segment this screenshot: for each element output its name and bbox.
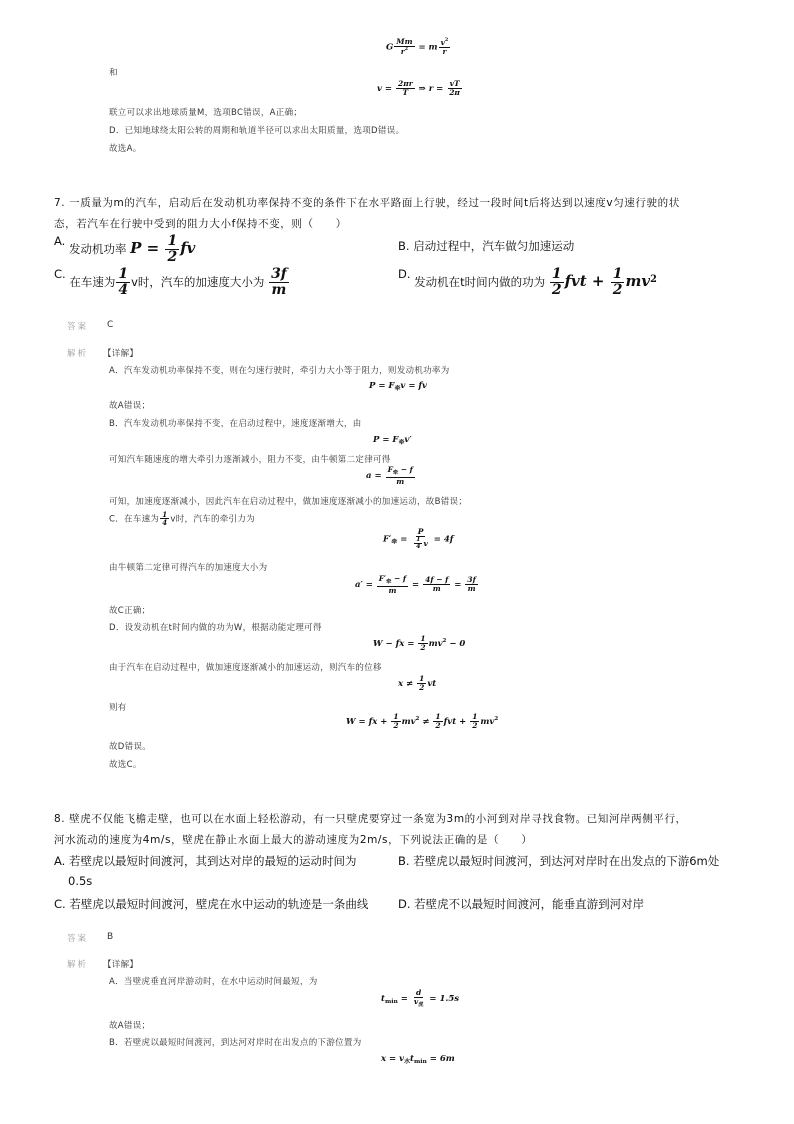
q7-formula-acceleration-prime: a′ = $F'_牵 - f$ m = $\frac{4f - f}{m}$ = $\frac{3f}{m}$: [355, 574, 476, 595]
q7-formula-traction: $F'_牵$ = P $\frac{1}{4}$ v = 4f: [383, 527, 454, 551]
q8-b-line-1: B．若壁虎以最短时间渡河，到达河对岸时在出发点的下游位置为: [109, 1038, 362, 1048]
q8-detail-tag: 【详解】: [103, 960, 139, 970]
q7-answer-label: 答案: [67, 322, 89, 332]
line-choose-a: 故选A。: [109, 144, 142, 154]
line-mass: 联立可以求出地球质量M，选项BC错误，A正确；: [109, 108, 303, 118]
q7-option-a: A. 发动机功率 P = $\frac{1}{2}$ fv: [54, 233, 196, 265]
q8-a-wrong: 故A错误；: [109, 1021, 151, 1031]
q7-option-b: B. 启动过程中，汽车做匀加速运动: [398, 239, 575, 253]
and-word: 和: [109, 68, 118, 78]
q7-analysis-label: 解析: [67, 349, 89, 359]
line-option-d: D．已知地球绕太阳公转的周期和轨道半径可以求出太阳质量，选项D错误。: [109, 126, 405, 136]
q8-stem-line-2: 河水流动的速度为4m/s，壁虎在静止水面上最大的游动速度为2m/s，下列说法正确的是（ ）: [54, 834, 533, 846]
q8-option-a: A. 若壁虎以最短时间渡河，其到达对岸的最短的运动时间为: [54, 854, 357, 868]
q7-detail-tag: 【详解】: [103, 349, 139, 359]
q8-option-d: D. 若壁虎不以最短时间渡河，能垂直游到河对岸: [398, 897, 645, 911]
q7-d-line-1: D．设发动机在t时间内做的功为W，根据动能定理可得: [109, 623, 322, 633]
q7-c-line-1: C．在车速为 $\frac{1}{4}$ v时，汽车的牵引力为: [109, 510, 255, 528]
q7-b-line-2: 可知汽车随速度的增大牵引力逐渐减小，阻力不变，由牛顿第二定律可得: [109, 455, 391, 465]
q7-option-c: C. 在车速为 $\frac{1}{4}$ v时，汽车的加速度大小为 $\frac{3f}{m}$: [54, 266, 287, 298]
formula-gravitation: G $\frac{Mm}{r^2}$ = m $\frac{v^2}{r}$: [386, 37, 449, 56]
q7-stem-line-1: 7. 一质量为m的汽车，启动后在发动机功率保持不变的条件下在水平路面上行驶，经过一段时间t后将达到以速度v匀速行驶的状: [54, 197, 680, 209]
q8-option-c: C. 若壁虎以最短时间渡河，壁虎在水中运动的轨迹是一条曲线: [54, 897, 369, 911]
q7-formula-work-total: W = fx + $\frac{1}{2}$ $mv^2$ ≠ $\frac{1}{2}$ fvt + $\frac{1}{2}$ $mv^2$: [346, 712, 499, 730]
q7-formula-acceleration: a = $F_牵 - f$ m: [366, 465, 413, 486]
q7-a-wrong: 故A错误；: [109, 401, 151, 411]
q7-d-line-3: 则有: [109, 703, 127, 713]
q7-option-d: D. 发动机在t时间内做的功为 $\frac{1}{2}$ fvt + $\frac{1}{2}$ $mv^2$: [398, 266, 657, 298]
q8-stem-line-1: 8. 壁虎不仅能飞檐走壁，也可以在水面上轻松游动，有一只壁虎要穿过一条宽为3m的小河到对岸寻找食物。已知河岸两侧平行，: [54, 813, 687, 825]
q7-a-line-1: A．汽车发动机功率保持不变，则在匀速行驶时，牵引力大小等于阻力，则发动机功率为: [109, 366, 450, 376]
formula-velocity-radius: v = $\frac{2\pi r}{T}$ ⇒ r = $\frac{vT}{2\pi}$: [377, 79, 460, 97]
q7-formula-p-fv-prime: $P = F_牵v'$: [373, 435, 412, 446]
q7-c-right: 故C正确；: [109, 606, 151, 616]
q8-formula-min-time: $t_{min}$ = d $v_虎$ = 1.5s: [381, 988, 460, 1008]
q7-formula-displacement: x ≠ $\frac{1}{2}$ vt: [398, 674, 437, 692]
q7-stem-line-2: 态，若汽车在行驶中受到的阻力大小f保持不变，则（ ）: [54, 218, 347, 230]
q8-answer-label: 答案: [67, 934, 89, 944]
q7-answer-value: C: [107, 320, 114, 330]
q7-b-line-3: 可知，加速度逐渐减小，因此汽车在启动过程中，做加速度逐渐减小的加速运动，故B错误；: [109, 497, 468, 507]
q8-formula-downstream: $x = v_水t_{min} = 6m$: [381, 1054, 455, 1065]
q7-d-line-2: 由于汽车在启动过程中，做加速度逐渐减小的加速运动，则汽车的位移: [109, 663, 382, 673]
q7-d-wrong: 故D错误。: [109, 742, 152, 752]
q8-option-b: B. 若壁虎以最短时间渡河，到达河对岸时在出发点的下游6m处: [398, 854, 720, 868]
q8-answer-value: B: [107, 932, 114, 942]
q7-formula-work-energy: W − fx = $\frac{1}{2}$ $mv^2 - 0$: [373, 634, 466, 652]
q7-formula-p-fv: $P = F_牵v$ = fv: [369, 381, 427, 392]
q7-choose: 故选C。: [109, 760, 142, 770]
q8-analysis-label: 解析: [67, 960, 89, 970]
q7-c-line-2: 由牛顿第二定律可得汽车的加速度大小为: [109, 563, 268, 573]
q8-a-line-1: A．当壁虎垂直河岸游动时，在水中运动时间最短，为: [109, 977, 318, 987]
q7-b-line-1: B．汽车发动机功率保持不变，在启动过程中，速度逐渐增大，由: [109, 419, 362, 429]
q8-option-a-cont: 0.5s: [68, 874, 93, 888]
